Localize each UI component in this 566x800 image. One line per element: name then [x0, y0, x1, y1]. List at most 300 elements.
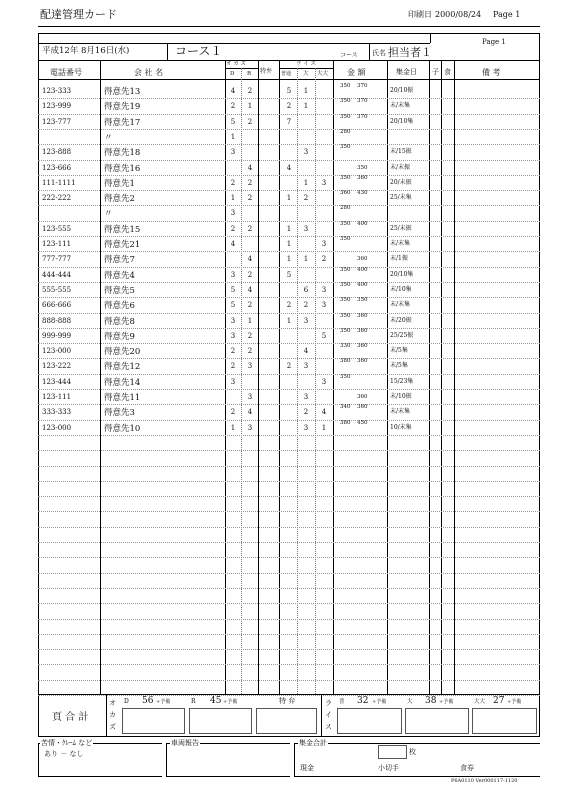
row-rule [38, 267, 540, 268]
row-rule [38, 466, 540, 467]
price-r-cell: 360 [357, 256, 368, 262]
r-count-cell: 4 [247, 255, 253, 263]
price-r-cell: 350 [357, 165, 368, 171]
phone-cell: 111-1111 [42, 179, 76, 187]
form-code: P6A0110 Ver000117-1120 [451, 778, 518, 784]
row-rule [38, 129, 540, 130]
phone-cell: 123-222 [42, 362, 72, 370]
row-rule [38, 251, 540, 252]
collect-day-cell: 末/末振 [390, 164, 411, 171]
company-cell: 得意先5 [104, 286, 135, 296]
vline-special [258, 60, 259, 694]
company-cell: 得意先4 [104, 271, 135, 281]
futsu-count-cell: 2 [286, 362, 292, 370]
d-count-cell: 3 [230, 148, 236, 156]
hdr-divider-2 [369, 43, 370, 60]
r-count-cell: 1 [247, 317, 253, 325]
dai-count-cell: 3 [303, 148, 309, 156]
price-d-cell: 380 [340, 358, 351, 364]
price-d-cell: 350 [340, 236, 351, 242]
row-rule [38, 343, 540, 344]
phone-cell: 123-000 [42, 347, 72, 355]
col-dai: 大 [303, 71, 309, 77]
col-collect-day: 集金日 [396, 68, 417, 76]
total-d-box[interactable] [122, 708, 185, 734]
dai-count-cell: 2 [303, 408, 309, 416]
price-r-cell: 360 [357, 328, 368, 334]
phone-cell: 222-222 [42, 194, 72, 202]
price-d-cell: 340 [340, 404, 351, 410]
price-d-cell: 350 [340, 114, 351, 120]
futsu-count-cell: 5 [286, 87, 292, 95]
r-count-cell: 3 [247, 424, 253, 432]
row-rule [38, 98, 540, 99]
daidai-count-cell: 5 [321, 332, 327, 340]
d-count-cell: 3 [230, 332, 236, 340]
collect-day-cell: 末/10振 [390, 393, 412, 400]
vline-amount [333, 60, 334, 694]
total-dai-label: 大 [407, 699, 413, 705]
company-cell: 得意先6 [104, 301, 135, 311]
total-futsu-unit: +予備 [372, 699, 387, 705]
dai-count-cell: 2 [303, 194, 309, 202]
collect-day-cell: 10/末集 [390, 424, 412, 431]
complaint-value: あり － なし [44, 750, 84, 758]
daidai-count-cell: 3 [321, 378, 327, 386]
price-r-cell: 360 [357, 404, 368, 410]
company-cell: 得意先11 [104, 393, 141, 403]
collect-day-cell: 25/25振 [390, 332, 414, 339]
price-r-cell: 370 [357, 114, 368, 120]
col-company: 会 社 名 [134, 68, 164, 77]
row-rule [38, 313, 540, 314]
futsu-count-cell: 2 [286, 301, 292, 309]
delivery-date: 平成12年 8月16日(水) [42, 46, 130, 56]
course-small-label: コース [340, 52, 358, 59]
price-d-cell: 350 [340, 83, 351, 89]
col-phone: 電話番号 [50, 68, 82, 77]
collect-day-cell: 末/10集 [390, 286, 412, 293]
total-r-value: 45 [210, 696, 222, 706]
company-cell: 得意先9 [104, 332, 135, 342]
totals-top-line [38, 694, 540, 695]
company-cell: 得意先16 [104, 164, 141, 174]
company-cell: 得意先2 [104, 194, 135, 204]
price-r-cell: 360 [357, 358, 368, 364]
daidai-count-cell: 3 [321, 179, 327, 187]
d-count-cell: 4 [230, 87, 236, 95]
d-count-cell: 2 [230, 179, 236, 187]
price-d-cell: 350 [340, 144, 351, 150]
dai-count-cell: 1 [303, 87, 309, 95]
row-rule [38, 358, 540, 359]
dai-count-cell: 3 [303, 393, 309, 401]
r-count-cell: 2 [247, 87, 253, 95]
r-count-cell: 3 [247, 362, 253, 370]
vehicle-report-label: 車両報告 [171, 739, 199, 747]
hdr-line-1 [38, 60, 540, 61]
phone-cell: 888-888 [42, 317, 72, 325]
sheets-unit: 枚 [409, 748, 416, 756]
collect-day-cell: 末/5集 [390, 347, 408, 354]
company-cell: 得意先19 [104, 102, 141, 112]
dai-count-cell: 3 [303, 317, 309, 325]
company-cell: 得意先3 [104, 408, 135, 418]
rice-vertical-label: ラ イ ス [325, 699, 332, 731]
row-rule [38, 680, 540, 681]
price-r-cell: 370 [357, 98, 368, 104]
r-count-cell: 2 [247, 118, 253, 126]
daidai-count-cell: 3 [321, 286, 327, 294]
total-daidai-unit: +予備 [507, 699, 522, 705]
collect-day-cell: 末/末集 [390, 102, 411, 109]
d-count-cell: 2 [230, 347, 236, 355]
person-name: 担当者１ [388, 46, 432, 59]
company-cell: 得意先17 [104, 118, 141, 128]
company-cell: 得意先8 [104, 317, 135, 327]
phone-cell: 333-333 [42, 408, 72, 416]
row-rule [38, 389, 540, 390]
price-r-cell: 350 [357, 297, 368, 303]
collect-day-cell: 末/末集 [390, 408, 411, 415]
vline-ko [429, 60, 430, 694]
row-rule [38, 205, 540, 206]
price-d-cell: 350 [340, 267, 351, 273]
phone-cell: 123-777 [42, 118, 72, 126]
price-r-cell: 360 [357, 394, 368, 400]
collect-day-cell: 20/10集 [390, 118, 414, 125]
futsu-count-cell: 1 [286, 225, 292, 233]
r-count-cell: 4 [247, 164, 253, 172]
col-d: D [230, 71, 235, 77]
price-r-cell: 430 [357, 190, 368, 196]
futsu-count-cell: 7 [286, 118, 292, 126]
row-rule [38, 282, 540, 283]
phone-cell: 666-666 [42, 301, 72, 309]
total-daidai-label: 大大 [474, 699, 486, 705]
phone-cell: 123-000 [42, 424, 72, 432]
page-number-top: Page 1 [493, 10, 521, 19]
totals-divider-1 [106, 694, 107, 737]
vline-futsu [279, 60, 280, 694]
total-futsu-value: 32 [357, 696, 369, 706]
dai-count-cell: 1 [303, 255, 309, 263]
col-biko: 備 考 [482, 68, 501, 77]
r-count-cell: 2 [247, 225, 253, 233]
row-rule [38, 236, 540, 237]
r-count-cell: 2 [247, 301, 253, 309]
company-cell: 得意先15 [104, 225, 141, 235]
row-rule [38, 588, 540, 589]
d-count-cell: 5 [230, 301, 236, 309]
company-cell: 〃 [104, 133, 113, 143]
company-cell: 得意先7 [104, 255, 135, 265]
vehicle-report-box[interactable] [166, 743, 290, 777]
row-rule [38, 420, 540, 421]
futsu-count-cell: 1 [286, 240, 292, 248]
cash-label: 現金 [300, 764, 314, 772]
row-rule [38, 496, 540, 497]
company-cell: 得意先20 [104, 347, 141, 357]
r-count-cell: 2 [247, 271, 253, 279]
phone-cell: 999-999 [42, 332, 72, 340]
col-special: 特弁 [260, 68, 273, 75]
d-count-cell: 1 [230, 424, 236, 432]
company-cell: 得意先1 [104, 179, 135, 189]
total-d-value: 56 [142, 696, 154, 706]
d-count-cell: 1 [230, 194, 236, 202]
complaint-box[interactable] [38, 743, 162, 777]
company-cell: 〃 [104, 209, 113, 219]
col-shoku: 食 [444, 68, 451, 76]
company-cell: 得意先14 [104, 378, 141, 388]
collect-day-cell: 末/末集 [390, 301, 411, 308]
company-cell: 得意先18 [104, 148, 141, 158]
total-futsu-label: 普 [339, 699, 345, 705]
price-r-cell: 360 [357, 313, 368, 319]
price-d-cell: 360 [340, 190, 351, 196]
futsu-count-cell: 1 [286, 317, 292, 325]
price-d-cell: 330 [340, 343, 351, 349]
dai-count-cell: 4 [303, 347, 309, 355]
collection-total-label: 集金合計 [299, 739, 327, 747]
collect-day-cell: 20/末振 [390, 179, 412, 186]
price-r-cell: 450 [357, 420, 368, 426]
r-count-cell: 3 [247, 393, 253, 401]
collect-day-cell: 末/15振 [390, 148, 412, 155]
sheets-count-box[interactable] [378, 745, 407, 759]
row-rule [38, 221, 540, 222]
d-count-cell: 2 [230, 225, 236, 233]
total-d-unit: +予備 [156, 699, 171, 705]
price-r-cell: 360 [357, 343, 368, 349]
price-d-cell: 350 [340, 221, 351, 227]
total-daidai-value: 27 [493, 696, 505, 706]
print-date: 2000/08/24 [435, 10, 482, 19]
daidai-count-cell: 3 [321, 240, 327, 248]
row-rule [38, 527, 540, 528]
vline-biko [454, 60, 455, 694]
row-rule [38, 175, 540, 176]
futsu-count-cell: 4 [286, 164, 292, 172]
form-title: 配達管理カード [40, 8, 117, 21]
r-count-cell: 2 [247, 332, 253, 340]
d-count-cell: 3 [230, 271, 236, 279]
d-count-cell: 2 [230, 102, 236, 110]
company-cell: 得意先10 [104, 424, 141, 434]
dai-count-cell: 6 [303, 286, 309, 294]
row-rule [38, 649, 540, 650]
collect-day-cell: 20/10振 [390, 87, 414, 94]
col-amount: 金 額 [347, 68, 366, 77]
company-cell: 得意先21 [104, 240, 141, 250]
row-rule [38, 542, 540, 543]
r-count-cell: 4 [247, 286, 253, 294]
total-dai-value: 38 [425, 696, 437, 706]
company-cell: 得意先12 [104, 362, 141, 372]
row-rule [38, 695, 540, 696]
futsu-count-cell: 5 [286, 271, 292, 279]
print-date-label: 印刷日 [408, 10, 432, 19]
vline-daidai [315, 68, 316, 694]
d-count-cell: 4 [230, 240, 236, 248]
phone-cell: 123-333 [42, 87, 72, 95]
phone-cell: 123-999 [42, 102, 72, 110]
price-d-cell: 350 [340, 282, 351, 288]
price-r-cell: 400 [357, 267, 368, 273]
col-okazu: オ カ ズ [226, 61, 246, 67]
collect-day-cell: 25/末集 [390, 194, 412, 201]
collect-day-cell: 末/5集 [390, 362, 408, 369]
row-rule [38, 297, 540, 298]
col-daidai: 大大 [317, 71, 329, 77]
daidai-count-cell: 2 [321, 255, 327, 263]
total-d-label: D [124, 698, 129, 705]
price-d-cell: 350 [340, 98, 351, 104]
vline-shoku [441, 60, 442, 694]
row-rule [38, 374, 540, 375]
dai-count-cell: 1 [303, 102, 309, 110]
row-rule [38, 573, 540, 574]
total-dai-box[interactable] [405, 708, 469, 734]
d-count-cell: 3 [230, 378, 236, 386]
price-r-cell: 360 [357, 175, 368, 181]
col-ko: 子 [432, 68, 439, 76]
vline-dai [297, 68, 298, 694]
collect-day-cell: 25/末振 [390, 225, 412, 232]
hdr-divider-3 [430, 33, 431, 43]
complaint-label: 苦情・ｸﾚｰﾑ など [41, 739, 93, 747]
d-count-cell: 3 [230, 317, 236, 325]
person-label: 氏名 [372, 49, 386, 57]
total-special-label: 特 弁 [279, 697, 296, 705]
r-count-cell: 2 [247, 347, 253, 355]
dai-count-cell: 2 [303, 301, 309, 309]
totals-divider-2 [321, 694, 322, 737]
phone-cell: 123-666 [42, 164, 72, 172]
price-d-cell: 350 [340, 374, 351, 380]
vline-collect [387, 60, 388, 694]
hdr-line-2 [38, 79, 540, 80]
collect-day-cell: 末/1振 [390, 255, 408, 262]
d-count-cell: 5 [230, 286, 236, 294]
row-rule [38, 450, 540, 451]
vline-company [100, 60, 101, 694]
row-rule [38, 511, 540, 512]
row-rule [38, 160, 540, 161]
vline-d [225, 60, 226, 694]
total-futsu-box[interactable] [337, 708, 402, 734]
price-d-cell: 280 [340, 129, 351, 135]
total-daidai-box[interactable] [472, 708, 537, 734]
collection-total-box[interactable] [294, 743, 540, 777]
price-d-cell: 350 [340, 175, 351, 181]
row-rule [38, 619, 540, 620]
row-rule [38, 190, 540, 191]
phone-cell: 123-555 [42, 225, 72, 233]
phone-cell: 444-444 [42, 271, 72, 279]
price-r-cell: 370 [357, 83, 368, 89]
row-rule [38, 404, 540, 405]
total-r-unit: +予備 [223, 699, 238, 705]
price-r-cell: 400 [357, 282, 368, 288]
phone-cell: 123-111 [42, 393, 72, 401]
course-name: コース１ [175, 44, 223, 58]
phone-cell: 555-555 [42, 286, 72, 294]
page-total-label: 頁 合 計 [52, 712, 89, 723]
price-d-cell: 350 [340, 328, 351, 334]
dai-count-cell: 1 [303, 179, 309, 187]
collect-day-cell: 末/20振 [390, 317, 412, 324]
r-count-cell: 4 [247, 408, 253, 416]
daidai-count-cell: 1 [321, 424, 327, 432]
phone-cell: 123-111 [42, 240, 72, 248]
d-count-cell: 2 [230, 408, 236, 416]
col-r: R [247, 71, 252, 77]
price-d-cell: 350 [340, 297, 351, 303]
r-count-cell: 1 [247, 102, 253, 110]
row-rule [38, 634, 540, 635]
row-rule [38, 481, 540, 482]
hdr-top-line [38, 43, 430, 44]
total-r-box[interactable] [189, 708, 252, 734]
d-count-cell: 3 [230, 209, 236, 217]
collect-day-cell: 15/23集 [390, 378, 414, 385]
futsu-count-cell: 1 [286, 255, 292, 263]
d-count-cell: 1 [230, 133, 236, 141]
phone-cell: 123-888 [42, 148, 72, 156]
phone-cell: 777-777 [42, 255, 72, 263]
daidai-count-cell: 4 [321, 408, 327, 416]
r-count-cell: 2 [247, 179, 253, 187]
vline-r [241, 68, 242, 694]
col-rice: ラ イ ス [296, 61, 316, 67]
row-rule [38, 435, 540, 436]
row-rule [38, 114, 540, 115]
phone-cell: 123-444 [42, 378, 72, 386]
col-futsu: 普通 [281, 71, 292, 77]
meal-ticket-label: 食券 [460, 764, 474, 772]
dai-count-cell: 3 [303, 225, 309, 233]
price-d-cell: 350 [340, 313, 351, 319]
daidai-count-cell: 3 [321, 301, 327, 309]
futsu-count-cell: 2 [286, 102, 292, 110]
price-r-cell: 400 [357, 221, 368, 227]
price-d-cell: 280 [340, 205, 351, 211]
total-r-label: R [191, 698, 196, 705]
collect-day-cell: 末/末集 [390, 240, 411, 247]
collect-day-cell: 20/10集 [390, 271, 414, 278]
total-special-box[interactable] [256, 708, 317, 734]
row-rule [38, 664, 540, 665]
row-rule [38, 328, 540, 329]
company-cell: 得意先13 [104, 87, 141, 97]
d-count-cell: 5 [230, 118, 236, 126]
page-number-inner: Page 1 [482, 38, 506, 46]
rice-sub-line [279, 68, 333, 69]
price-d-cell: 380 [340, 420, 351, 426]
row-rule [38, 603, 540, 604]
check-label: 小切手 [378, 764, 399, 772]
futsu-count-cell: 1 [286, 194, 292, 202]
r-count-cell: 2 [247, 194, 253, 202]
total-dai-unit: +予備 [439, 699, 454, 705]
row-rule [38, 557, 540, 558]
row-rule [38, 144, 540, 145]
hdr-divider-1 [167, 43, 168, 60]
dai-count-cell: 3 [303, 424, 309, 432]
okazu-vertical-label: オ カ ズ [109, 699, 116, 731]
